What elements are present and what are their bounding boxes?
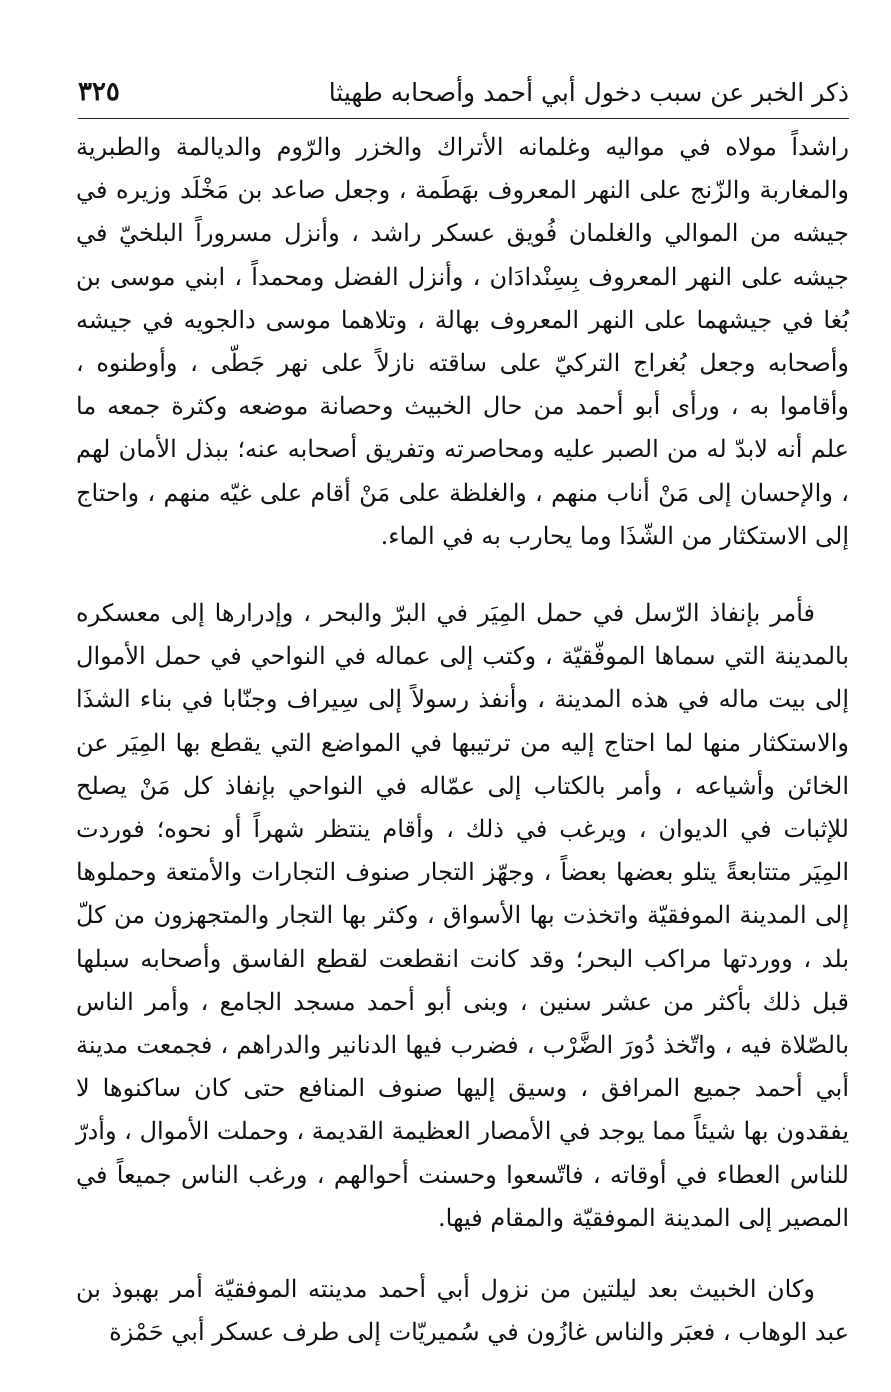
- page-number: ٣٢٥: [78, 77, 120, 107]
- header-divider: [78, 118, 849, 119]
- paragraph-1: راشداً مولاه في مواليه وغلمانه الأتراك والخزر والرّوم والديالمة والطبرية والمغاربة والزّنج على النهر المعروف بهَطَمة ، وجعل صاعد بن مَخْلَد وزيره في جيشه من الموالي والغلمان فُويق عسكر راشد ، وأنزل مسروراً البلخيّ في جيشه على النهر المعروف بِسِنْدادَان ، وأنزل الفضل ومحمداً ، ابني موسى بن بُغا في جيشهما على النهر المعروف بهالة ، وتلاهما موسى دالجويه في جيشه وأصحابه وجعل بُغراج التركيّ على ساقته نازلاً على نهر جَطّى ، وأوطنوه ، وأقاموا به ، ورأى أبو أحمد من حال الخبيث وحصانة موضعه وكثرة جمعه ما علم أنه لابدّ له من الصبر عليه ومحاصرته وتفريق أصحابه عنه؛ ببذل الأمان لهم ، والإحسان إلى مَنْ أناب منهم ، والغلظة على مَنْ أقام على غيّه منهم ، واحتاج إلى الاستكثار من الشّذَا وما يحارب به في الماء.: [76, 133, 849, 550]
- body-text: [76, 124, 849, 1354]
- paragraph-3: وكان الخبيث بعد ليلتين من نزول أبي أحمد مدينته الموفقيّة أمر بهبوذ بن عبد الوهاب ، فعبَر والناس غازُون في سُميريّات إلى طرف عسكر أبي حَمْزة: [76, 1275, 849, 1347]
- paragraph-2: فأمر بإنفاذ الرّسل في حمل المِيَر في البرّ والبحر ، وإدرارها إلى معسكره بالمدينة التي سماها الموفّقيّة ، وكتب إلى عماله في النواحي في حمل الأموال إلى بيت ماله في هذه المدينة ، وأنفذ رسولاً إلى سِيراف وجنّابا في بناء الشذَا والاستكثار منها لما احتاج إليه من ترتيبها في المواضع التي يقطع بها المِيَر عن الخائن وأشياعه ، وأمر بالكتاب إلى عمّاله في النواحي بإنفاذ كل مَنْ يصلح للإثبات في الديوان ، ويرغب في ذلك ، وأقام ينتظر شهراً أو نحوه؛ فوردت المِيَر متتابعةً يتلو بعضها بعضاً ، وجهّز التجار صنوف التجارات والأمتعة وحملوها إلى المدينة الموفقيّة واتخذت بها الأسواق ، وكثر بها التجار والمتجهزون من كلّ بلد ، ووردتها مراكب البحر؛ وقد كانت انقطعت لقطع الفاسق وأصحابه سبلها قبل ذلك بأكثر من عشر سنين ، وبنى أبو أحمد مسجد الجامع ، وأمر الناس بالصّلاة فيه ، واتّخذ دُورَ الضَّرْب ، فضرب فيها الدنانير والدراهم ، فجمعت مدينة أبي أحمد جميع المرافق ، وسيق إليها صنوف المنافع حتى كان ساكنوها لا يفقدون بها شيئاً مما يوجد في الأمصار العظيمة القديمة ، وحملت الأموال ، وأدرّ للناس العطاء في أوقاته ، فاتّسعوا وحسنت أحوالهم ، ورغب الناس جميعاً في المصير إلى المدينة الموفقيّة والمقام فيها.: [76, 599, 849, 1232]
- page-header: [78, 74, 849, 118]
- running-title: ذكر الخبر عن سبب دخول أبي أحمد وأصحابه طهيثا: [328, 78, 849, 107]
